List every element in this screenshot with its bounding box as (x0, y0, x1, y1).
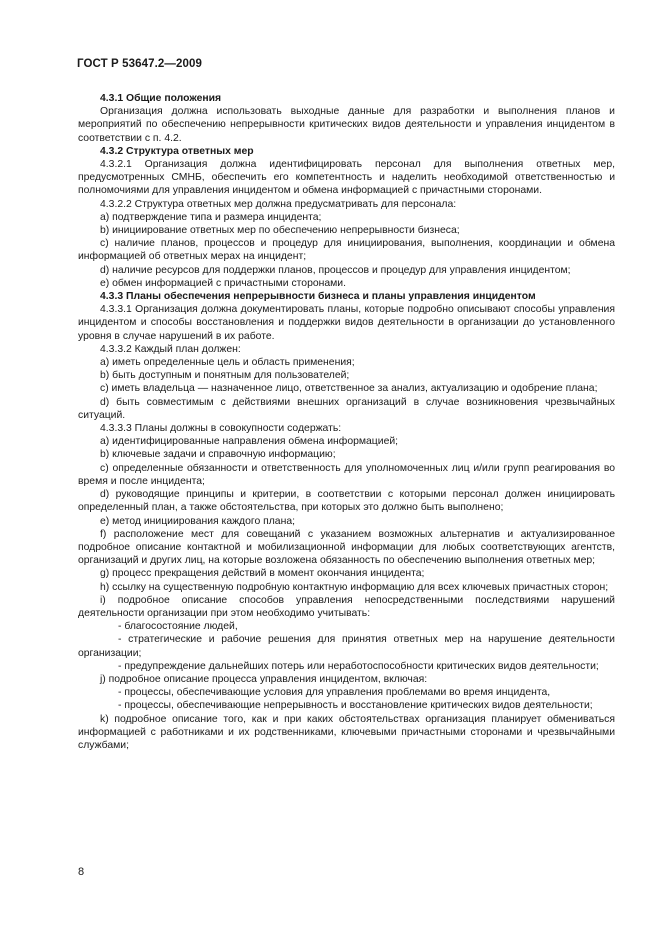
list-item: e) обмен информацией с причастными сторонами. (100, 277, 346, 289)
list-item: d) руководящие принципы и критерии, в соответствии с которыми персонал должен инициировать определенный план, а также обстоятельства, при которых это должно быть выполнено; (78, 489, 615, 514)
list-item: j) подробное описание процесса управления инцидентом, включая: (100, 673, 428, 685)
section-heading: 4.3.3 Планы обеспечения непрерывности бизнеса и планы управления инцидентом (100, 291, 536, 303)
document-header: ГОСТ Р 53647.2—2009 (77, 58, 202, 70)
document-body (78, 92, 615, 752)
list-item: c) наличие планов, процессов и процедур для инициирования, выполнения, координации и обмена информацией об ответных мерах на инцидент; (78, 238, 615, 263)
list-item: b) быть доступным и понятным для пользователей; (100, 370, 350, 382)
sub-list-item: - стратегические и рабочие решения для принятия ответных мер на нарушение деятельности организации; (78, 634, 615, 659)
page-number: 8 (78, 866, 85, 878)
list-item: f) расположение мест для совещаний с указанием возможных альтернатив и актуализированное подробное описание контактной и мобилизационной информации для любых соответствующих агентств, организаций и других лиц, на которые возложена обязанность по обеспечению выполнения ответных мер; (78, 528, 615, 567)
list-item: d) наличие ресурсов для поддержки планов, процессов и процедур для управления инцидентом; (100, 264, 571, 276)
list-item: c) определенные обязанности и ответственность для уполномоченных лиц и/или групп реагирования во время и после инцидента; (78, 462, 615, 487)
list-item: b) инициирование ответных мер по обеспечению непрерывности бизнеса; (100, 225, 460, 237)
list-item: g) процесс прекращения действий в момент окончания инцидента; (100, 568, 425, 580)
paragraph: 4.3.3.3 Планы должны в совокупности содержать: (100, 423, 342, 435)
list-item: k) подробное описание того, как и при каких обстоятельствах организация планирует обмениваться информацией с работниками и их родственниками, ключевыми причастными сторонами и чрезвычайными службами; (78, 713, 615, 751)
sub-list-item: - процессы, обеспечивающие непрерывность и восстановление критических видов деятельности; (118, 700, 593, 712)
list-item: a) подтверждение типа и размера инцидента; (100, 211, 322, 223)
section-heading: 4.3.1 Общие положения (100, 93, 222, 104)
list-item: c) иметь владельца — назначенное лицо, ответственное за анализ, актуализацию и одобрение плана; (100, 383, 598, 395)
paragraph: 4.3.2.2 Структура ответных мер должна предусматривать для персонала: (100, 198, 457, 210)
sub-list-item: - процессы, обеспечивающие условия для управления проблемами во время инцидента, (118, 687, 551, 699)
sub-list-item: - благосостояние людей, (118, 621, 238, 633)
list-item: a) иметь определенные цель и область применения; (100, 357, 355, 369)
list-item: h) ссылку на существенную подробную контактную информацию для всех ключевых причастных сторон; (100, 581, 609, 593)
sub-list-item: - предупреждение дальнейших потерь или неработоспособности критических видов деятельности; (118, 660, 599, 672)
section-heading: 4.3.2 Структура ответных мер (100, 145, 254, 157)
paragraph: Организация должна использовать выходные данные для разработки и выполнения планов и мероприятий по обеспечению непрерывности критических видов деятельности и управления инцидентом в соответствии с п. 4.2. (78, 106, 615, 144)
list-item: a) идентифицированные направления обмена информацией; (100, 436, 399, 448)
list-item: e) метод инициирования каждого плана; (100, 515, 295, 527)
paragraph: 4.3.3.2 Каждый план должен: (100, 343, 241, 355)
list-item: b) ключевые задачи и справочную информацию; (100, 449, 336, 461)
list-item: i) подробное описание способов управления непосредственными последствиями нарушений деятельности организации при этом необходимо учитывать: (78, 594, 615, 619)
paragraph: 4.3.3.1 Организация должна документировать планы, которые подробно описывают способы управления инцидентом и способы восстановления и поддержки видов деятельности в организации до установленного уровня в случае нарушений в их работе. (78, 304, 615, 342)
list-item: d) быть совместимым с действиями внешних организаций в случае возникновения чрезвычайных ситуаций. (78, 396, 615, 421)
paragraph: 4.3.2.1 Организация должна идентифицировать персонал для выполнения ответных мер, предусмотренных СМНБ, обеспечить его компетентность и наделить необходимой ответственностью и полномочиями для управления инцидентом и обмена информацией с причастными сторонами. (78, 159, 615, 197)
